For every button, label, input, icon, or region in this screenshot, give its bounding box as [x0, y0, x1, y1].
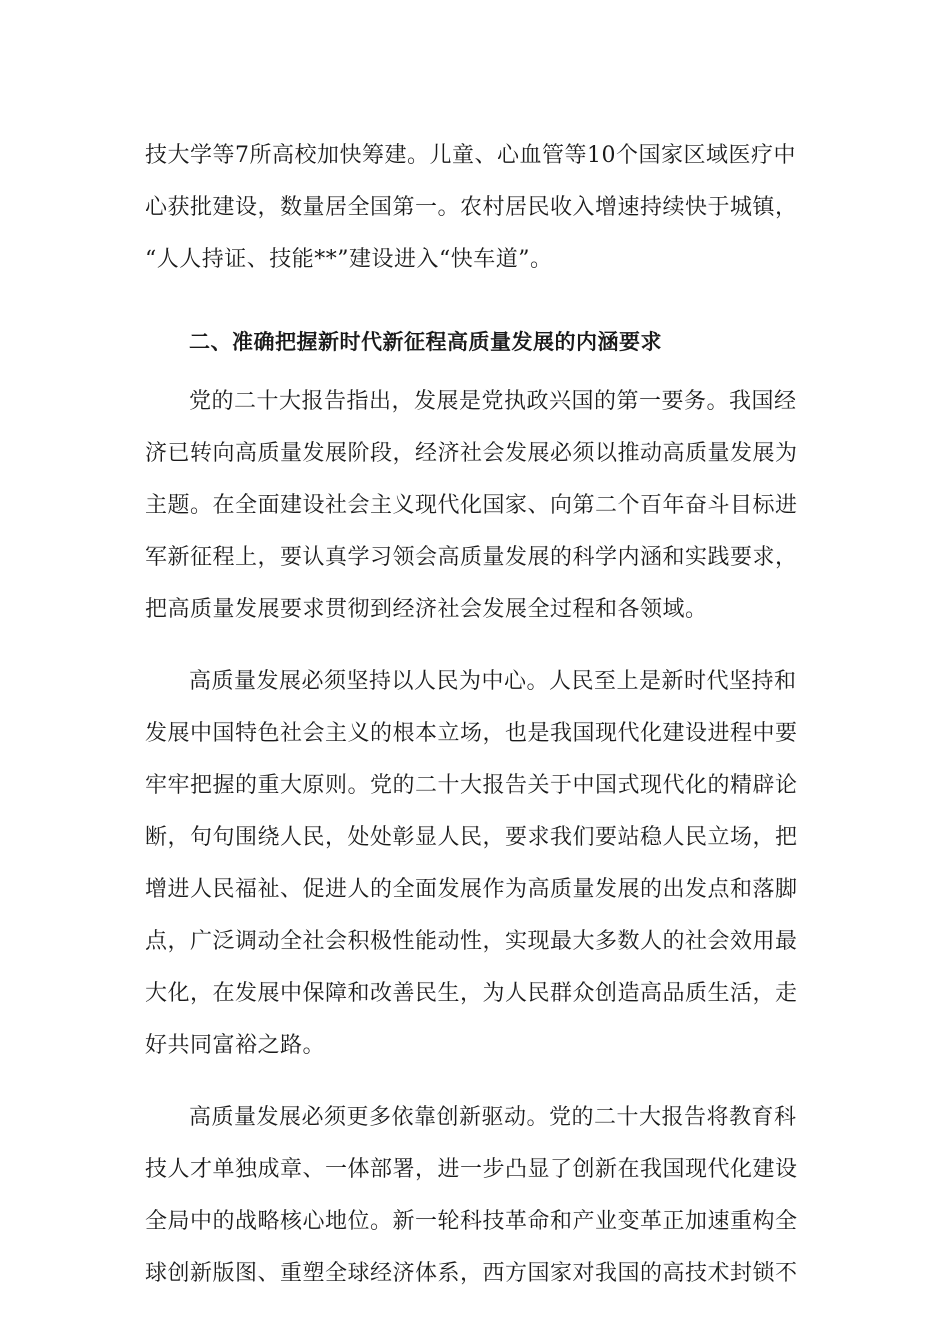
text-line: 大化，在发展中保障和改善民生，为人民群众创造高品质生活，走	[145, 981, 798, 1006]
text-line: 技人才单独成章、一体部署，进一步凸显了创新在我国现代化建设	[145, 1157, 798, 1182]
paragraph-development	[145, 376, 798, 636]
text-line: 技大学等7所高校加快筹建。儿童、心血管等10个国家区域医疗中	[145, 143, 796, 168]
text-line: 把高质量发展要求贯彻到经济社会发展全过程和各领域。	[145, 597, 708, 622]
text-line: 高质量发展必须坚持以人民为中心。人民至上是新时代坚持和	[189, 669, 797, 694]
text-line: 牢牢把握的重大原则。党的二十大报告关于中国式现代化的精辟论	[145, 773, 798, 798]
paragraph-continuation	[145, 130, 798, 286]
section-heading: 二、准确把握新时代新征程高质量发展的内涵要求	[189, 330, 662, 354]
document-page	[145, 130, 798, 1300]
text-line: 济已转向高质量发展阶段，经济社会发展必须以推动高质量发展为	[145, 441, 798, 466]
text-line: 军新征程上，要认真学习领会高质量发展的科学内涵和实践要求，	[145, 545, 798, 570]
text-line: 球创新版图、重塑全球经济体系，西方国家对我国的高技术封锁不	[145, 1261, 798, 1286]
text-line: 断，句句围绕人民，处处彰显人民，要求我们要站稳人民立场，把	[145, 825, 798, 850]
text-line: 高质量发展必须更多依靠创新驱动。党的二十大报告将教育科	[189, 1105, 797, 1130]
paragraph-innovation	[145, 1092, 798, 1300]
text-line: 好共同富裕之路。	[145, 1033, 326, 1058]
text-line: 全局中的战略核心地位。新一轮科技革命和产业变革正加速重构全	[145, 1209, 798, 1234]
text-line: 发展中国特色社会主义的根本立场，也是我国现代化建设进程中要	[145, 721, 798, 746]
text-line: 主题。在全面建设社会主义现代化国家、向第二个百年奋斗目标进	[145, 493, 798, 518]
text-line: 增进人民福祉、促进人的全面发展作为高质量发展的出发点和落脚	[145, 877, 798, 902]
text-line: 党的二十大报告指出，发展是党执政兴国的第一要务。我国经	[189, 389, 797, 414]
text-line: 心获批建设，数量居全国第一。农村居民收入增速持续快于城镇，	[145, 195, 798, 220]
paragraph-people-centered	[145, 656, 798, 1072]
text-line: “人人持证、技能**”建设进入“快车道”。	[145, 247, 553, 272]
text-line: 点，广泛调动全社会积极性能动性，实现最大多数人的社会效用最	[145, 929, 798, 954]
